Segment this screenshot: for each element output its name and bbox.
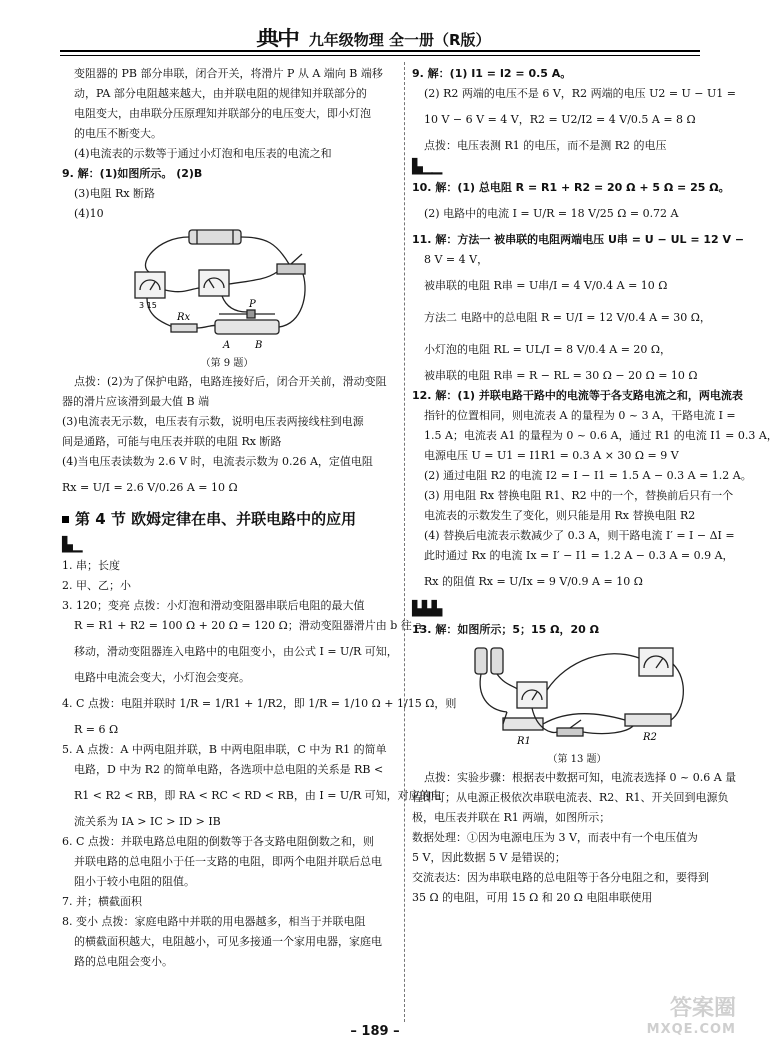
- text-line: 路的总电阻会变小。: [74, 955, 173, 968]
- hint-line: 交流表达：因为串联电路的总电阻等于各分电阻之和，要得到: [412, 871, 709, 884]
- level-three-icon: ▙▙▙: [412, 601, 442, 617]
- label-r2: R2: [643, 732, 657, 743]
- text-line: 移动，滑动变阻器连入电路中的电阻变小，由公式 I = U/R 可知，: [74, 645, 398, 658]
- text-line: 被串联的电阻 R串 = R − RL = 30 Ω − 20 Ω = 10 Ω: [424, 369, 698, 382]
- circuit-figure-9: [62, 224, 392, 356]
- watermark-main: 答案圈: [669, 996, 736, 1021]
- formula-line: Rx 的阻值 Rx = U/Ix = 9 V/0.9 A = 10 Ω: [424, 575, 643, 588]
- text-line: 动，PA 部分电阻越来越大，由并联电阻的规律知并联部分的: [74, 87, 367, 100]
- answer-4: 4. C 点拨：电阻并联时 1/R = 1/R1 + 1/R2，即 1/R = 1/10 Ω + 1/15 Ω，则: [62, 697, 457, 710]
- label-315: 3 15: [139, 301, 157, 310]
- section-title: 第 4 节 欧姆定律在串、并联电路中的应用: [62, 504, 392, 534]
- text-line: 电源电压 U = U1 = I1R1 = 0.3 A × 30 Ω = 9 V: [424, 449, 679, 462]
- header-rule-thin: [60, 55, 700, 56]
- answer-9: 9. 解：(1)如图所示。 (2)B: [62, 167, 203, 180]
- answer-7: 7. 并；横截面积: [62, 895, 142, 908]
- text-line: 电流表的示数发生了变化，则只能是用 Rx 替换电阻 R2: [424, 509, 696, 522]
- hint-line: 点拨：电压表测 R1 的电压，而不是测 R2 的电压: [424, 139, 667, 152]
- text-line: (2) 通过电阻 R2 的电流 I2 = I − I1 = 1.5 A − 0.3 A = 1.2 A。: [424, 469, 752, 482]
- figure-caption-9: （第 9 题）: [200, 358, 254, 369]
- answer-5: 5. A 点拨：A 中两电阻并联，B 中两电阻串联，C 中为 R1 的简单: [62, 743, 387, 756]
- answer-9-right: 9. 解：(1) I1 = I2 = 0.5 A。: [412, 67, 572, 80]
- hint-line: 35 Ω 的电阻，可用 15 Ω 和 20 Ω 电阻串联使用: [412, 891, 653, 904]
- label-a: A: [223, 340, 231, 351]
- label-b: B: [255, 340, 263, 351]
- text-line: 1.5 A；电流表 A1 的量程为 0 ~ 0.6 A，通过 R1 的电流 I1 = 0.3 A，: [424, 429, 778, 442]
- text-line: 电路中电流会变大，小灯泡会变亮。: [74, 671, 250, 684]
- label-r1: R1: [517, 736, 531, 747]
- hint-line: (3)电流表无示数，电压表有示数，说明电压表两接线柱到电源: [62, 415, 364, 428]
- text-line: 变阻器的 PB 部分串联，闭合开关，将滑片 P 从 A 端向 B 端移: [74, 67, 383, 80]
- answer-2: 2. 甲、乙；小: [62, 579, 131, 592]
- figure-caption-13: （第 13 题）: [547, 754, 607, 765]
- answer-10: 10. 解：(1) 总电阻 R = R1 + R2 = 20 Ω + 5 Ω = 25 Ω。: [412, 181, 730, 194]
- hint-line: 程即可；从电源正极依次串联电流表、R2、R1、开关回到电源负: [412, 791, 729, 804]
- hint-line: (4)当电压表读数为 2.6 V 时，电流表示数为 0.26 A，定值电阻: [62, 455, 373, 468]
- answer-6: 6. C 点拨：并联电路总电阻的倒数等于各支路电阻倒数之和，则: [62, 835, 374, 848]
- text-line: 的横截面积越大，电阻越小，可见多接通一个家用电器，家庭电: [74, 935, 382, 948]
- text-line: R1 < R2 < RB，即 RA < RC < RD < RB，由 I = U/R 可知，对应的电: [74, 789, 442, 802]
- text-line: (4)电流表的示数等于通过小灯泡和电压表的电流之和: [74, 147, 332, 160]
- text-line: 电路，D 中为 R2 的简单电路，各选项中总电阻的关系是 RB <: [74, 763, 384, 776]
- formula-line: Rx = U/I = 2.6 V/0.26 A = 10 Ω: [62, 481, 238, 494]
- text-line: 流关系为 IA > IC > ID > IB: [74, 815, 221, 828]
- text-line: 电阻变大，由串联分压原理知并联部分的电压变大，即小灯泡: [74, 107, 371, 120]
- text-line: 阻小于较小电阻的阻值。: [74, 875, 195, 888]
- answer-8: 8. 变小 点拨：家庭电路中并联的用电器越多，相当于并联电阻: [62, 915, 366, 928]
- level-two-icon: ▙▁▁: [412, 159, 442, 175]
- hint-line: 器的滑片应该滑到最大值 B 端: [62, 395, 210, 408]
- level-one-icon: ▙▁: [62, 537, 82, 553]
- answer-12: 12. 解：(1) 并联电路干路中的电流等于各支路电流之和，两电流表: [412, 389, 743, 402]
- page-number: – 189 –: [350, 1024, 400, 1039]
- text-line: 此时通过 Rx 的电流 Ix = I′ − I1 = 1.2 A − 0.3 A = 0.9 A，: [424, 549, 734, 562]
- hint-line: 点拨：实验步骤：根据表中数据可知，电流表选择 0 ~ 0.6 A 量: [424, 771, 737, 784]
- formula-line: (2) 电路中的电流 I = U/R = 18 V/25 Ω = 0.72 A: [424, 207, 679, 220]
- formula-line: 方法二 电路中的总电阻 R = U/I = 12 V/0.4 A = 30 Ω，: [424, 311, 711, 324]
- column-divider: [404, 62, 405, 1022]
- text-line: (4)10: [74, 207, 104, 220]
- hint-line: 点拨：(2)为了保护电路，电路连接好后，闭合开关前，滑动变阻: [74, 375, 387, 388]
- right-column: [412, 64, 778, 908]
- hint-line: 极，电压表并联在 R1 两端，如图所示；: [412, 811, 611, 824]
- label-p: P: [249, 299, 256, 310]
- section-bullet-icon: [62, 516, 69, 523]
- text-line: R = R1 + R2 = 100 Ω + 20 Ω = 120 Ω；滑动变阻器滑片由 b 往 a: [74, 619, 422, 632]
- label-rx: Rx: [177, 312, 191, 323]
- hint-line: 间是通路，可能与电压表并联的电阻 Rx 断路: [62, 435, 282, 448]
- text-line: 指针的位置相同，则电流表 A 的量程为 0 ~ 3 A，干路电流 I =: [424, 409, 736, 422]
- circuit-figure-13: [412, 640, 742, 752]
- answer-11: 11. 解：方法一 被串联的电阻两端电压 U串 = U − UL = 12 V −: [412, 233, 745, 246]
- formula-line: 10 V − 6 V = 4 V，R2 = U2/I2 = 4 V/0.5 A = 8 Ω: [424, 113, 696, 126]
- text-line: (3)电阻 Rx 断路: [74, 187, 156, 200]
- answer-13: 13. 解：如图所示；5；15 Ω，20 Ω: [412, 623, 599, 636]
- hint-line: 数据处理：①因为电源电压为 3 V，而表中有一个电压值为: [412, 831, 698, 844]
- text-line: 并联电路的总电阻小于任一支路的电阻，即两个电阻并联后总电: [74, 855, 382, 868]
- text-line: (3) 用电阻 Rx 替换电阻 R1、R2 中的一个，替换前后只有一个: [424, 489, 734, 502]
- text-line: (2) R2 两端的电压不是 6 V，R2 两端的电压 U2 = U − U1 =: [424, 87, 737, 100]
- answer-1: 1. 串；长度: [62, 559, 120, 572]
- answer-3: 3. 120；变亮 点拨：小灯泡和滑动变阻器串联后电阻的最大值: [62, 599, 365, 612]
- text-line: (4) 替换后电流表示数减少了 0.3 A，则干路电流 I′ = I − ΔI =: [424, 529, 735, 542]
- text-line: 8 V = 4 V，: [424, 253, 489, 266]
- watermark-sub: MXQE.COM: [646, 1022, 736, 1037]
- site-watermark: [618, 996, 736, 1044]
- hint-line: 5 V，因此数据 5 V 是错误的；: [412, 851, 566, 864]
- text-line: R = 6 Ω: [74, 723, 119, 736]
- formula-line: 被串联的电阻 R串 = U串/I = 4 V/0.4 A = 10 Ω: [424, 279, 668, 292]
- text-line: 的电压不断变大。: [74, 127, 162, 140]
- formula-line: 小灯泡的电阻 RL = UL/I = 8 V/0.4 A = 20 Ω，: [424, 343, 672, 356]
- book-title: 九年级物理 全一册（R版）: [308, 31, 491, 49]
- page-header: [0, 22, 750, 51]
- brand-logo: 典中: [256, 26, 299, 50]
- header-rule: [60, 50, 700, 52]
